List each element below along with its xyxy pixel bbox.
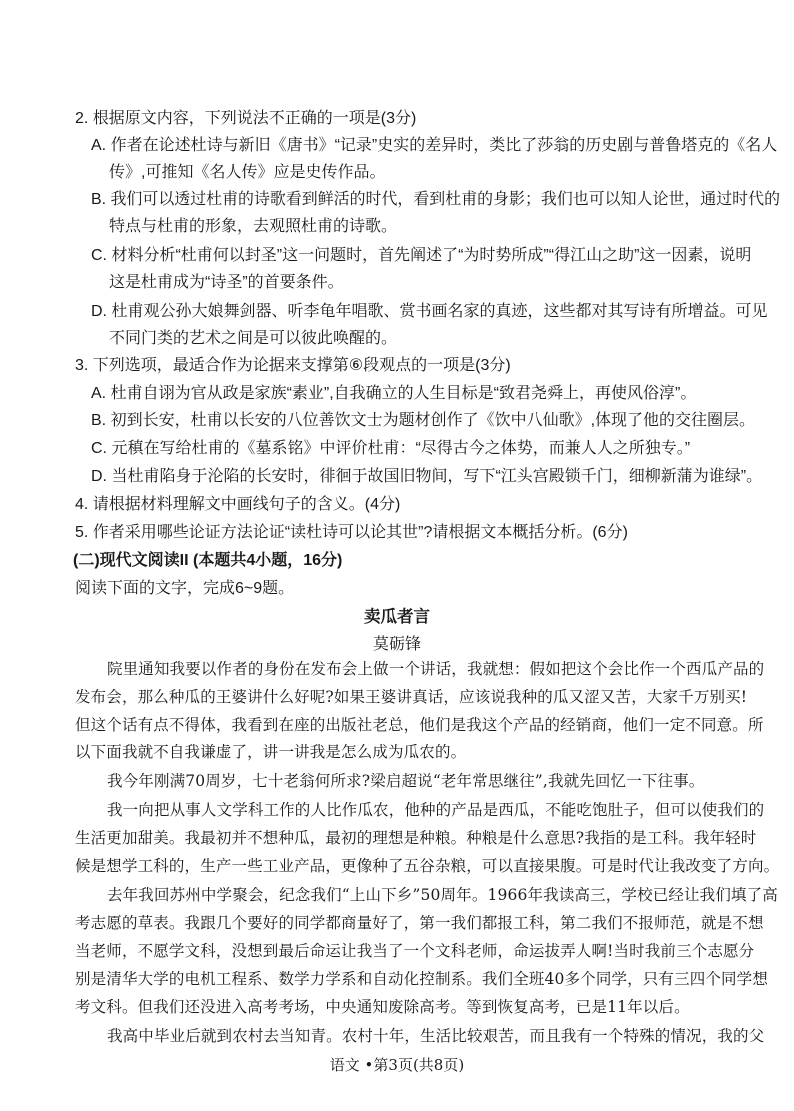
article-line-14: 我高中毕业后就到农村去当知青。农村十年，生活比较艰苦，而且我有一个特殊的情况，我的父	[107, 1027, 765, 1045]
question-2-option-c-line-2: 这是杜甫成为“诗圣”的首要条件。	[109, 274, 344, 291]
article-line-7: 生活更加甜美。我最初并不想种瓜，最初的理想是种粮。种粮是什么意思?我指的是工科。我年轻时	[75, 829, 757, 847]
article-line-4: 以下面我就不自我谦虚了，讲一讲我是怎么成为瓜农的。	[75, 743, 467, 761]
question-3-option-a: A. 杜甫自诩为官从政是家族“素业”,自我确立的人生目标是“致君尧舜上，再使风俗淳”。	[91, 385, 697, 402]
question-2-option-a-line-1: A. 作者在论述杜诗与新旧《唐书》“记录”史实的差异时，类比了莎翁的历史剧与普鲁塔克的《名人	[91, 137, 778, 154]
article-line-1: 院里通知我要以作者的身份在发布会上做一个讲话，我就想：假如把这个会比作一个西瓜产品的	[107, 660, 765, 678]
article-line-12: 别是清华大学的电机工程系、数学力学系和自动化控制系。我们全班40多个同学，只有三四个同学想	[75, 970, 768, 988]
article-author: 莫砺锋	[372, 634, 421, 653]
section-instruction: 阅读下面的文字，完成6~9题。	[75, 580, 295, 597]
question-2-option-d-line-1: D. 杜甫观公孙大娘舞剑器、听李龟年唱歌、赏书画名家的真迹，这些都对其写诗有所增益。可见	[91, 303, 768, 320]
article-line-13: 考文科。但我们还没进入高考考场，中央通知废除高考。等到恢复高考，已是11年以后。	[75, 998, 690, 1016]
article-line-8: 候是想学工科的，生产一些工业产品，更像种了五谷杂粮，可以直接果腹。可是时代让我改变了方向。	[75, 857, 780, 875]
question-2-option-b-line-1: B. 我们可以透过杜甫的诗歌看到鲜活的时代，看到杜甫的身影；我们也可以知人论世，通过时代的	[91, 191, 781, 208]
section-heading: (二)现代文阅读II (本题共4小题，16分)	[73, 552, 343, 569]
question-3-stem: 3. 下列选项，最适合作为论据来支撑第⑥段观点的一项是(3分)	[75, 357, 511, 374]
question-3-option-d: D. 当杜甫陷身于沦陷的长安时，徘徊于故国旧物间，写下“江头宫殿锁千门，细柳新蒲为谁绿”。	[91, 468, 763, 485]
question-3-option-b: B. 初到长安，杜甫以长安的八位善饮文士为题材创作了《饮中八仙歌》,体现了他的交往圈层。	[91, 412, 756, 429]
page-footer: 语文 •第3页(共8页)	[329, 1056, 465, 1074]
question-3-option-c: C. 元稹在写给杜甫的《墓系铭》中评价杜甫：“尽得古今之体势，而兼人人之所独专。”	[91, 440, 691, 457]
question-2-option-d-line-2: 不同门类的艺术之间是可以彼此唤醒的。	[109, 330, 398, 347]
question-2-option-b-line-2: 特点与杜甫的形象，去观照杜甫的诗歌。	[109, 218, 398, 235]
article-line-5: 我今年刚满70周岁，七十老翁何所求?梁启超说“老年常思继往”,我就先回忆一下往事。	[107, 772, 705, 790]
article-title: 卖瓜者言	[364, 608, 430, 626]
article-line-11: 当老师，不愿学文科，没想到最后命运让我当了一个文科老师，命运拔弄人啊!当时我前三个志愿分	[75, 942, 755, 960]
question-2-option-c-line-1: C. 材料分析“杜甫何以封圣”这一问题时，首先阐述了“为时势所成”“得江山之助”这一因素，说明	[91, 247, 752, 264]
article-line-6: 我一向把从事人文学科工作的人比作瓜农，他种的产品是西瓜，不能吃饱肚子，但可以使我们的	[107, 801, 765, 819]
article-line-2: 发布会，那么种瓜的王婆讲什么好呢?如果王婆讲真话，应该说我种的瓜又涩又苦，大家千万别买!	[75, 688, 748, 706]
article-line-10: 考志愿的草表。我跟几个要好的同学都商量好了，第一我们都报工科，第二我们不报师范，就是不想	[75, 914, 764, 932]
question-2-option-a-line-2: 传》,可推知《名人传》应是史传作品。	[109, 164, 386, 181]
question-5: 5. 作者采用哪些论证方法论证“读杜诗可以论其世”?请根据文本概括分析。(6分)	[75, 524, 628, 541]
question-4: 4. 请根据材料理解文中画线句子的含义。(4分)	[75, 496, 401, 513]
question-2-stem: 2. 根据原文内容，下列说法不正确的一项是(3分)	[75, 110, 417, 127]
article-line-3: 但这个话有点不得体，我看到在座的出版社老总，他们是我这个产品的经销商，他们一定不同意。所	[75, 716, 764, 734]
article-line-9: 去年我回苏州中学聚会，纪念我们“上山下乡”50周年。1966年我读高三，学校已经让我们填了高	[107, 886, 778, 904]
